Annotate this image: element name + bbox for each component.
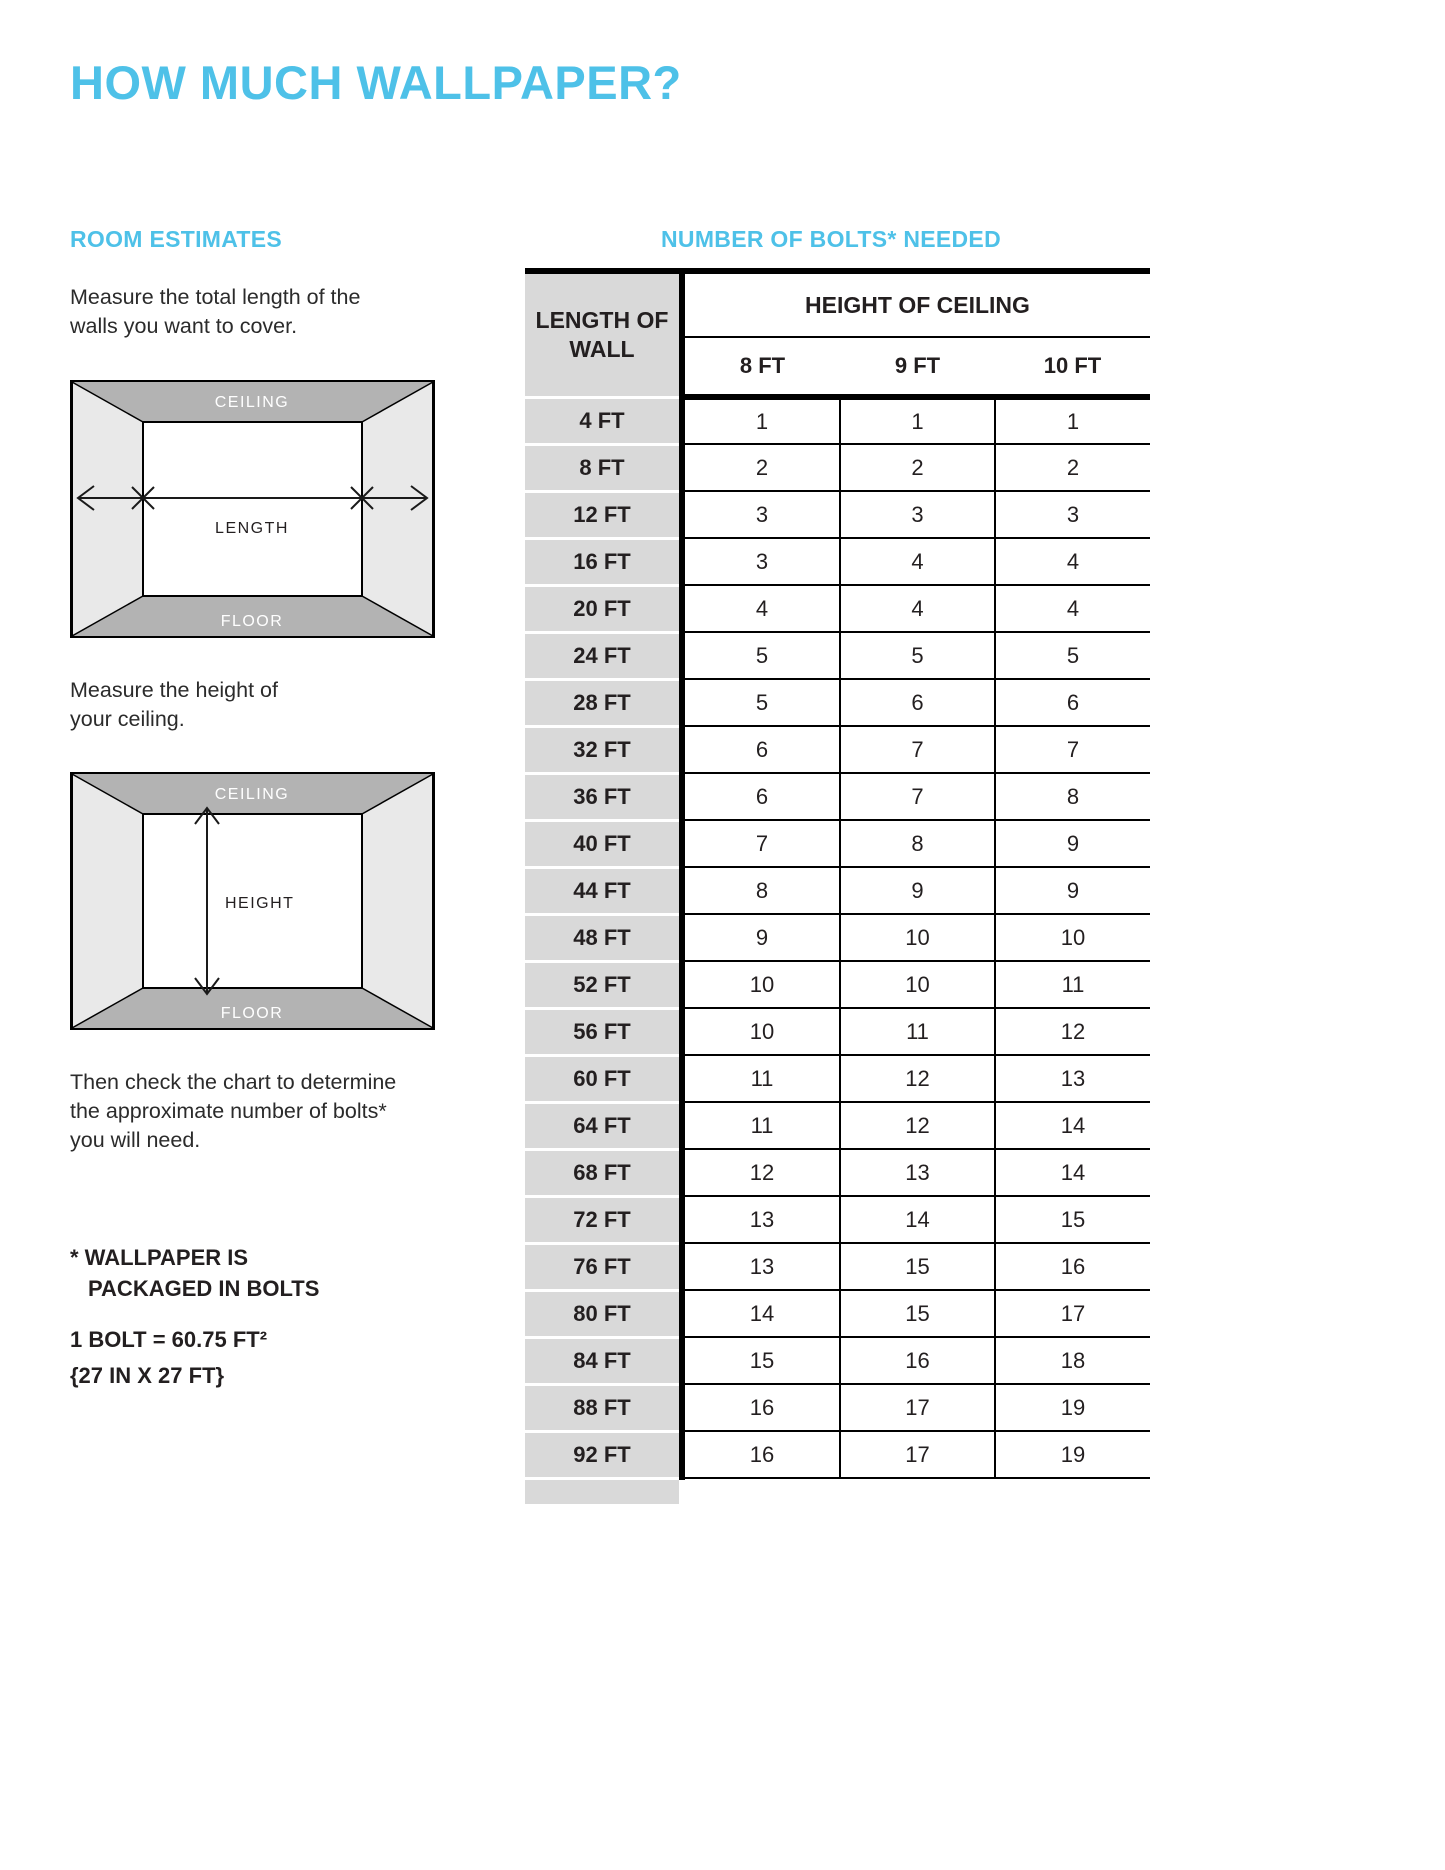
bolt-count-cell: 13 — [682, 1243, 840, 1290]
bolt-count-cell: 16 — [840, 1337, 995, 1384]
bolt-count-cell: 2 — [840, 444, 995, 491]
bolt-count-cell: 13 — [682, 1196, 840, 1243]
bolts-table-row — [525, 397, 1150, 444]
bolt-count-cell: 12 — [682, 1149, 840, 1196]
wall-length-cell: 40 FT — [525, 820, 682, 867]
wall-length-cell: 4 FT — [525, 397, 682, 444]
bolt-count-cell: 7 — [682, 820, 840, 867]
bolt-count-cell: 4 — [995, 585, 1150, 632]
bolt-count-cell: 2 — [995, 444, 1150, 491]
bolts-table-heading: NUMBER OF BOLTS* NEEDED — [661, 226, 1001, 252]
bolt-count-cell: 10 — [840, 961, 995, 1008]
bolt-count-cell: 17 — [840, 1384, 995, 1431]
table-footer-row — [525, 1478, 1150, 1504]
bolt-count-cell: 14 — [682, 1290, 840, 1337]
length-label: LENGTH — [215, 520, 289, 537]
bolt-count-cell: 10 — [682, 1008, 840, 1055]
bolt-count-cell: 15 — [840, 1290, 995, 1337]
bolt-count-cell: 9 — [682, 914, 840, 961]
bolts-table-row — [525, 1337, 1150, 1384]
bolts-table-row — [525, 1431, 1150, 1478]
bolts-table-row — [525, 1290, 1150, 1337]
wall-length-cell: 20 FT — [525, 585, 682, 632]
wall-length-cell: 8 FT — [525, 444, 682, 491]
ceiling-height-8ft-header: 8 FT — [682, 337, 840, 397]
bolt-count-cell: 8 — [995, 773, 1150, 820]
bolt-count-cell: 12 — [995, 1008, 1150, 1055]
bolt-count-cell: 7 — [840, 773, 995, 820]
bolt-count-cell: 3 — [682, 491, 840, 538]
bolts-table-row — [525, 773, 1150, 820]
bolt-count-cell: 10 — [682, 961, 840, 1008]
bolts-table-body — [525, 397, 1150, 1478]
bolts-table-row — [525, 867, 1150, 914]
bolt-count-cell: 6 — [682, 773, 840, 820]
wall-length-cell: 84 FT — [525, 1337, 682, 1384]
wall-length-cell: 44 FT — [525, 867, 682, 914]
bolt-count-cell: 14 — [995, 1149, 1150, 1196]
bolt-count-cell: 15 — [682, 1337, 840, 1384]
bolt-count-cell: 8 — [682, 867, 840, 914]
row-header-title-cell: LENGTH OF WALL — [525, 271, 682, 397]
bolt-count-cell: 12 — [840, 1055, 995, 1102]
bolt-count-cell: 19 — [995, 1431, 1150, 1478]
bolts-table-row — [525, 1384, 1150, 1431]
bolt-count-cell: 9 — [840, 867, 995, 914]
back-wall — [143, 422, 362, 596]
bolts-table-row — [525, 585, 1150, 632]
page-title: HOW MUCH WALLPAPER? — [70, 56, 682, 109]
bolt-count-cell: 15 — [995, 1196, 1150, 1243]
bolts-table-row — [525, 726, 1150, 773]
bolt-count-cell: 1 — [840, 397, 995, 444]
wall-length-cell: 52 FT — [525, 961, 682, 1008]
bolt-count-cell: 4 — [995, 538, 1150, 585]
bolt-count-cell: 11 — [682, 1055, 840, 1102]
bolts-table-row — [525, 961, 1150, 1008]
wall-length-cell: 88 FT — [525, 1384, 682, 1431]
wall-length-cell: 68 FT — [525, 1149, 682, 1196]
bolts-table-row — [525, 491, 1150, 538]
bolt-count-cell: 17 — [995, 1290, 1150, 1337]
instruction-height-text: Measure the height of your ceiling. — [70, 678, 278, 731]
bolt-count-cell: 9 — [995, 820, 1150, 867]
bolt-count-cell: 10 — [995, 914, 1150, 961]
bolt-count-cell: 12 — [840, 1102, 995, 1149]
bolt-count-cell: 5 — [840, 632, 995, 679]
wall-length-cell: 24 FT — [525, 632, 682, 679]
wallpaper-footnote — [70, 1243, 319, 1305]
room-length-diagram — [70, 380, 435, 638]
wall-length-cell: 16 FT — [525, 538, 682, 585]
bolt-count-cell: 15 — [840, 1243, 995, 1290]
bolt-count-cell: 6 — [840, 679, 995, 726]
wall-length-cell: 12 FT — [525, 491, 682, 538]
ceiling-label: CEILING — [214, 394, 290, 411]
instruction-chart-text: Then check the chart to determine the approximate number of bolts* you will need. — [70, 1070, 397, 1152]
bolt-count-cell: 6 — [995, 679, 1150, 726]
wall-length-cell: 32 FT — [525, 726, 682, 773]
wall-length-cell: 76 FT — [525, 1243, 682, 1290]
instruction-length-text: Measure the total length of the walls you want to cover. — [70, 285, 361, 338]
bolt-count-cell: 8 — [840, 820, 995, 867]
table-header-row-1 — [525, 271, 1150, 337]
bolt-count-cell: 2 — [682, 444, 840, 491]
bolt-count-cell: 4 — [682, 585, 840, 632]
bolt-count-cell: 3 — [682, 538, 840, 585]
bolt-size-info — [70, 1322, 267, 1395]
bolt-count-cell: 17 — [840, 1431, 995, 1478]
bolt-count-cell: 4 — [840, 538, 995, 585]
bolt-count-cell: 16 — [682, 1384, 840, 1431]
bolt-count-cell: 13 — [995, 1055, 1150, 1102]
bolts-table-row — [525, 1196, 1150, 1243]
room-height-diagram — [70, 772, 435, 1030]
footnote-line-2: PACKAGED IN BOLTS — [88, 1275, 320, 1301]
bolt-count-cell: 13 — [840, 1149, 995, 1196]
bolt-count-cell: 18 — [995, 1337, 1150, 1384]
wall-length-cell: 64 FT — [525, 1102, 682, 1149]
bolt-count-cell: 10 — [840, 914, 995, 961]
room-height-diagram-svg — [70, 772, 435, 1030]
floor-label: FLOOR — [220, 1005, 284, 1022]
floor-label: FLOOR — [220, 613, 284, 630]
bolts-table-row — [525, 1102, 1150, 1149]
wall-length-cell: 56 FT — [525, 1008, 682, 1055]
bolt-count-cell: 11 — [995, 961, 1150, 1008]
bolt-count-cell: 1 — [682, 397, 840, 444]
bolt-count-cell: 11 — [682, 1102, 840, 1149]
wall-length-cell: 48 FT — [525, 914, 682, 961]
bolt-count-cell: 19 — [995, 1384, 1150, 1431]
bolt-count-cell: 16 — [682, 1431, 840, 1478]
bolts-table-row — [525, 444, 1150, 491]
bolt-count-cell: 7 — [995, 726, 1150, 773]
bolts-table — [525, 268, 1150, 1504]
bolts-table-container — [525, 268, 1150, 1504]
bolts-table-row — [525, 679, 1150, 726]
bolt-count-cell: 16 — [995, 1243, 1150, 1290]
table-footer-empty — [682, 1478, 1150, 1504]
bolt-count-cell: 6 — [682, 726, 840, 773]
ceiling-label: CEILING — [214, 786, 290, 803]
bolts-table-row — [525, 1055, 1150, 1102]
wall-length-cell: 36 FT — [525, 773, 682, 820]
bolt-count-cell: 3 — [995, 491, 1150, 538]
room-length-diagram-svg — [70, 380, 435, 638]
table-footer-pad — [525, 1478, 682, 1504]
bolt-count-cell: 3 — [840, 491, 995, 538]
height-of-ceiling-header: HEIGHT OF CEILING — [682, 271, 1150, 337]
bolt-count-cell: 5 — [682, 632, 840, 679]
bolt-size-line-2: {27 IN X 27 FT} — [70, 1363, 225, 1389]
wall-length-cell: 92 FT — [525, 1431, 682, 1478]
wall-length-cell: 28 FT — [525, 679, 682, 726]
bolt-count-cell: 14 — [995, 1102, 1150, 1149]
bolt-count-cell: 11 — [840, 1008, 995, 1055]
bolts-table-row — [525, 820, 1150, 867]
height-label: HEIGHT — [225, 895, 295, 912]
footnote-line-1: * WALLPAPER IS — [70, 1245, 249, 1270]
bolt-count-cell: 5 — [682, 679, 840, 726]
wall-length-cell: 60 FT — [525, 1055, 682, 1102]
ceiling-height-9ft-header: 9 FT — [840, 337, 995, 397]
bolt-count-cell: 7 — [840, 726, 995, 773]
wall-length-cell: 72 FT — [525, 1196, 682, 1243]
bolt-count-cell: 14 — [840, 1196, 995, 1243]
ceiling-height-10ft-header: 10 FT — [995, 337, 1150, 397]
bolt-count-cell: 4 — [840, 585, 995, 632]
room-estimates-heading: ROOM ESTIMATES — [70, 226, 283, 252]
bolts-table-row — [525, 914, 1150, 961]
bolts-table-row — [525, 1149, 1150, 1196]
bolt-count-cell: 1 — [995, 397, 1150, 444]
bolt-count-cell: 9 — [995, 867, 1150, 914]
bolts-table-row — [525, 1243, 1150, 1290]
bolts-table-row — [525, 632, 1150, 679]
bolt-size-line-1: 1 BOLT = 60.75 FT² — [70, 1327, 268, 1352]
bolts-table-row — [525, 1008, 1150, 1055]
bolts-table-row — [525, 538, 1150, 585]
wall-length-cell: 80 FT — [525, 1290, 682, 1337]
bolt-count-cell: 5 — [995, 632, 1150, 679]
